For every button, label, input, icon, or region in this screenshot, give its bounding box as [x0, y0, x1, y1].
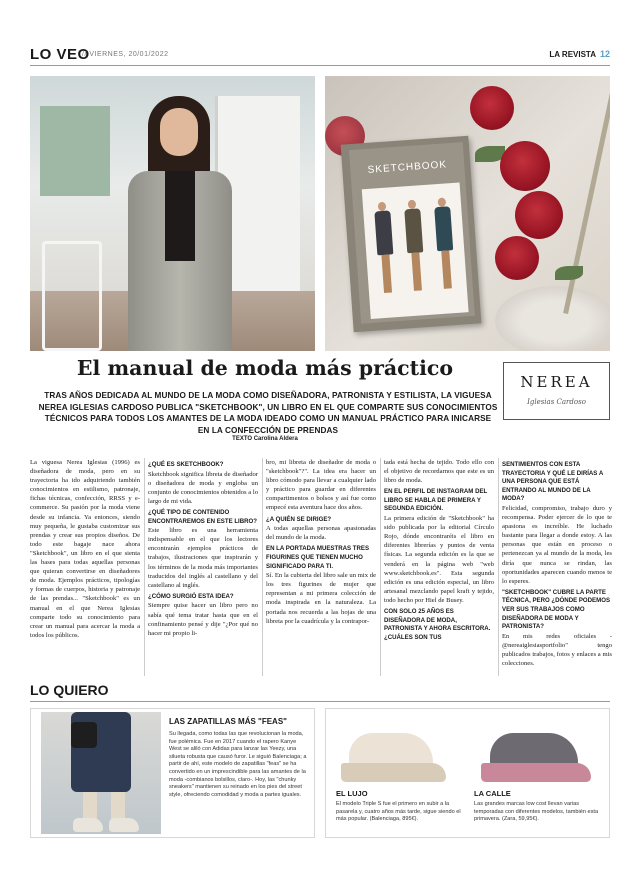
question: CON SOLO 25 AÑOS ES DISEÑADORA DE MODA, PATRONISTA Y AHORA ESCRITORA. ¿CUÁLES SON TUS: [384, 608, 491, 641]
book-title: SKETCHBOOK: [367, 159, 448, 176]
byline: TEXTO Carolina Aldera: [232, 436, 298, 442]
sketchbook-book: [341, 136, 482, 332]
lo-quiero-header: [30, 682, 610, 702]
answer: Este libro es una herramienta indispensable en el que los lectores encontrarán ejemplos prácticos de trabajos, ilustraciones que inspirarán y los términos de la moda más importantes traducidos del inglés al castellano y del castellano al inglés.: [148, 527, 258, 589]
question: ¿A QUIÉN SE DIRIGE?: [266, 515, 332, 523]
lo-quiero-title: LO QUIERO: [30, 682, 109, 698]
face: [160, 108, 198, 156]
sneaker: [109, 818, 139, 832]
question: SENTIMIENTOS CON ESTA TRAYECTORIA Y QUÉ LE DIRÍAS A UNA PERSONA QUE ESTÁ ENTRANDO AL MUNDO DE LA MODA?: [502, 461, 604, 503]
handbag: [71, 722, 97, 748]
product-title: LA CALLE: [474, 789, 511, 798]
zara-sneaker: [481, 727, 591, 782]
sneakers-street-photo: [41, 712, 161, 834]
answer: A todas aquellas personas apasionadas del mundo de la moda.: [266, 525, 376, 542]
column-divider: [262, 458, 263, 676]
column-divider: [380, 458, 381, 676]
article-lede: TRAS AÑOS DEDICADA AL MUNDO DE LA MODA COMO DISEÑADORA, PATRONISTA Y ESTILISTA, LA VIGUESA NEREA IGLESIAS CARDOSO PUBLICA "SKETCHBOOK", UN LIBRO EN EL QUE COMPARTE SUS CONOCIMIENTOS TÉCNICOS PARA TODOS LOS AMANTES DE LA MODA IDEADO COMO UN MANUAL PRÁCTICO PARA INICARSE EN LA CONFECCIÓN DE PRENDAS: [38, 391, 498, 435]
portrait-photo: [30, 76, 315, 351]
page-number: 12: [599, 49, 610, 59]
column-4: [384, 458, 494, 642]
rose: [470, 86, 514, 130]
section-title: LO VEO: [30, 46, 90, 63]
answer: Siempre quise hacer un libro pero no sabía qué tema tratar hasta que en el confinamiento pensé y dije "¿Por qué no hacer mi propio li-: [148, 602, 258, 637]
product-text: Su llegada, como todas las que revolucionan la moda, fue polémica. Fue en 2017 cuando el rapero Kanye West se aliló con Adidas para lanzar las Yeezy, una silueta robusta que causó furor. Le siguió Balenciaga; a partir de ahí, este modelo de zapatillas "feas" se ha convertido en un imprescindible para las amantes de la moda -combianos bolsillos, claro-. Hoy, las "chunky sneakers" mantienen su reinado en los pies del street style, ofreciendo comodidad y moda a partes iguales.: [169, 731, 307, 798]
question: ¿QUÉ TIPO DE CONTENIDO ENCONTRAREMOS EN ESTE LIBRO?: [148, 508, 258, 525]
column-divider: [144, 458, 145, 676]
product-pair-box: [325, 708, 610, 838]
rose: [500, 141, 550, 191]
answer: En mis redes oficiales - @nereaiglesiasportfolio" tengo publicados trabajos, fotos y enlaces a mis colecciones.: [502, 632, 612, 668]
answer: Felicidad, compromiso, trabajo duro y recompensa. Poder ejercer de lo que te apasiona es increíble. He luchado bastante para llegar a donde estoy. A las personas que están en proceso o pertenezcan ya al mundo de la moda, les diría que nunca se rindan, las oportunidades aparecen cuando menos te lo esperes.: [502, 504, 612, 585]
question: ¿CÓMO SURGIÓ ESTA IDEA?: [148, 592, 234, 600]
logo-signature: Iglesias Cardoso: [527, 398, 586, 406]
column-divider: [498, 458, 499, 676]
product-feature-box: [30, 708, 315, 838]
book-page: [362, 182, 469, 319]
rose: [495, 236, 539, 280]
paragraph: La viguesa Nerea Iglesias (1996) es diseñadora de moda, pero en su trayectoria ha ido adquiriendo también conocimientos en estilismo, patronaje, fichas técnicas, confección, RRSS y e-commerce. Su pasión por la moda viene desde su infancia. Ya entonces, siendo muy pequeña, le gustaba customizar sus prendas y crear sus propios diseños. De todo este bagaje nace ahora "Sketchbook", un libro en el que sienta las bases para todas aquellas personas que quieran convertirse en diseñadores de moda. Ejemplos prácticos, tipologías y formas de cuerpos, historia y patronaje de las prendas... "Sketchbook" es un manual en el que Nerea Iglesias comparte todo su conocimiento para crear un manual para acercar la moda a todos los públicos.: [30, 459, 140, 639]
sneaker-sole: [341, 763, 446, 782]
column-5: [502, 458, 612, 671]
product-title: LAS ZAPATILLAS MÁS "FEAS": [169, 717, 287, 726]
answer: tada está hecha de tejido. Todo ello con el objetivo de recordarnos que este es un libro de moda.: [384, 459, 494, 485]
question: EN LA PORTADA MUESTRAS TRES FIGURINES QUE TIENEN MUCHO SIGNIFICADO PARA TI.: [266, 545, 370, 570]
article-headline: El manual de moda más práctico: [76, 356, 454, 380]
question: EN EL PERFIL DE INSTAGRAM DEL LIBRO SE HABLA DE PRIMERA Y SEGUNDA EDICIÓN.: [384, 488, 488, 513]
page-header: [30, 46, 610, 66]
question: ¿QUÉ ES SKETCHBOOK?: [148, 461, 224, 468]
question: "SKETCHBOOK" CUBRE LA PARTE TÉCNICA, PERO ¿DÓNDE PODEMOS VER SUS TRABAJOS COMO DISEÑADORA DE MODA Y PATRONISTA?: [502, 588, 611, 631]
book-photo: [325, 76, 610, 351]
product-text: El modelo Triple S fue el primero en subir a la pasarela y, cuatro años más tarde, sigue siendo el más popular. (Balenciaga, 895€).: [336, 801, 461, 823]
window: [40, 106, 110, 196]
chair: [42, 241, 102, 351]
issue-date: // VIERNES, 20/01/2022: [82, 51, 169, 58]
fashion-figure: [373, 201, 397, 294]
stand: [563, 88, 610, 314]
tray: [495, 286, 610, 351]
column-1: [30, 458, 140, 643]
rose: [515, 191, 563, 239]
fashion-figure: [403, 199, 427, 292]
column-3: [266, 458, 376, 629]
product-text: Las grandes marcas low cost llevan varias temporadas con diferentes modelos, también esta primavera. (Zara, 59,95€).: [474, 801, 599, 823]
book-cover: [349, 142, 475, 324]
sneaker-upper: [490, 733, 578, 767]
answer: La primera edición de "Sketchbook" ha sido publicada por la editorial Círculo Rojo, dónde encontraréis el libro en diferentes librerías y puntos de venta físicas. La segunda edición es la que se venderá en la página web "web www.sketchbook.es". Esta segunda edición es una edición especial, un libro artesanal mezclando papel kraft y tejido, todo hecho por Hiel de Busey.: [384, 515, 494, 604]
answer: Sí. En la cubierta del libro sale un mix de los tres figurines de mujer que representan a mi primera colección de moda inspirada en la naturaleza. La portada nos recuerda a las hojas de una libreta por la cuadrícula y la contrapor-: [266, 572, 376, 625]
answer: bro, mi libreta de diseñador de moda o "sketchbook"?". La idea era hacer un libro cómodo para llevar a cualquier lado y práctico para guardar en diferentes compartimentos o bolsos y así fue como empecé esta aventura hace dos años.: [266, 459, 376, 512]
magazine-name: LA REVISTA: [549, 50, 596, 59]
fashion-figure: [433, 197, 457, 290]
product-title: EL LUJO: [336, 789, 368, 798]
answer: Sketchbook significa libreta de diseñador o diseñadora de moda y engloba un conjunto de conocimientos obtenidos a lo largo de mi vida.: [148, 470, 258, 505]
leaf: [555, 266, 583, 280]
logo-name: NEREA: [520, 373, 593, 391]
column-2: [148, 458, 258, 641]
black-top: [165, 171, 195, 261]
balenciaga-sneaker: [341, 727, 446, 782]
sneaker-sole: [481, 763, 591, 782]
nerea-logo: [503, 362, 610, 420]
sneaker-upper: [349, 733, 433, 767]
sneaker: [73, 818, 103, 832]
